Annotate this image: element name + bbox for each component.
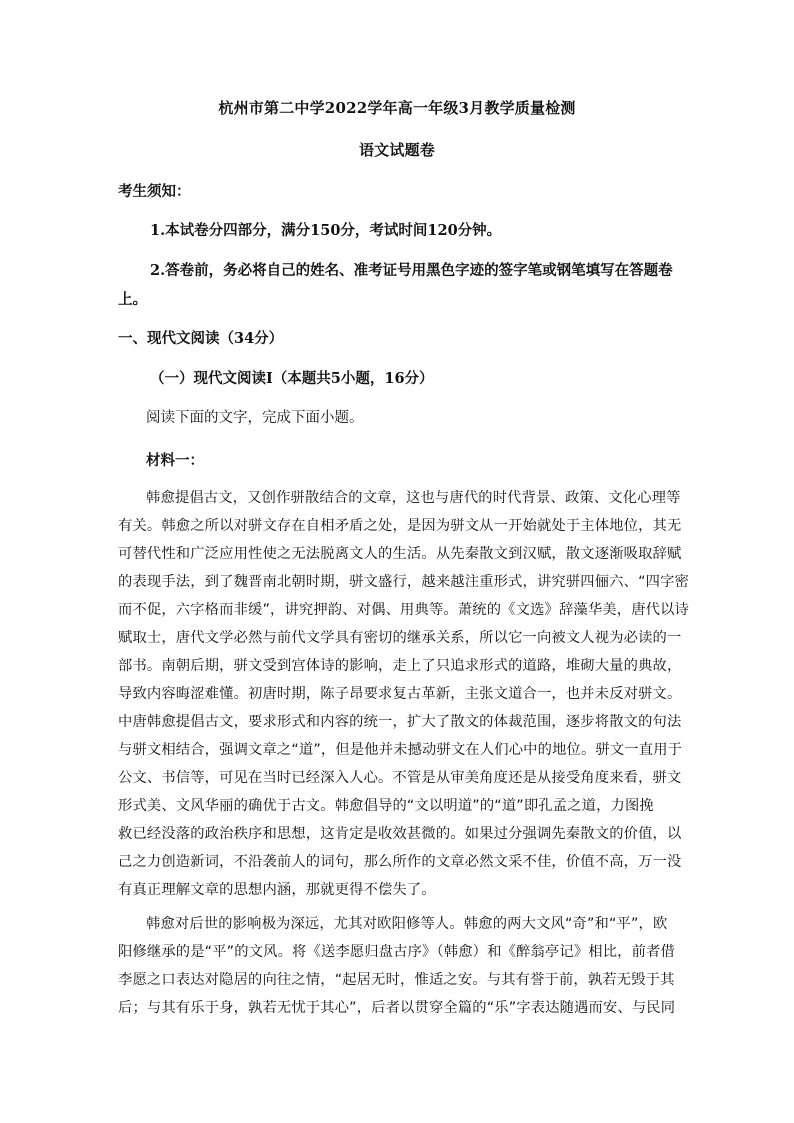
- paragraph-line: 救已经没落的政治秩序和思想，这肯定是收效甚微的。如果过分强调先秦散文的价值，以: [118, 826, 682, 842]
- paragraph-line: 韩愈对后世的影响极为深远，尤其对欧阳修等人。韩愈的两大文风“奇”和“平”，欧: [146, 916, 668, 932]
- paragraph-line: 李愿之口表达对隐居的向往之情，“起居无时，惟适之安。与其有誉于前，孰若无毁于其: [118, 972, 675, 988]
- paragraph-line: 中唐韩愈提倡古文，要求形式和内容的统一，扩大了散文的体裁范围，逐步将散文的句法: [118, 714, 682, 730]
- paragraph-line: 有真正理解文章的思想内涵，那就更得不偿失了。: [118, 882, 436, 898]
- paragraph-line: 赋取士，唐代文学必然与前代文学具有密切的继承关系，所以它一向被文人视为必读的一: [118, 630, 682, 646]
- paragraph-line: 后；与其有乐于身，孰若无忧于其心”，后者以贯穿全篇的“乐”字表达随遇而安、与民同: [118, 1000, 676, 1016]
- paragraph-line: 公文、书信等，可见在当时已经深入人心。不管是从审美角度还是从接受角度来看，骈文: [118, 770, 682, 786]
- notice-item-2-line-1: 2.答卷前，务必将自己的姓名、准考证号用黑色字迹的签字笔或钢笔填写在答题卷: [150, 262, 673, 279]
- paragraph-line: 形式美、文风华丽的确优于古文。韩愈倡导的“文以明道”的“道”即孔孟之道，力图挽: [118, 798, 654, 814]
- paragraph-line: 导致内容晦涩难懂。初唐时期，陈子昂要求复古革新，主张文道合一，也并未反对骈文。: [118, 686, 682, 702]
- paragraph-line: 己之力创造新词，不沿袭前人的词句，那么所作的文章必然文采不佳，价值不高，万一没: [118, 854, 682, 870]
- reading-instruction: 阅读下面的文字，完成下面小题。: [146, 410, 364, 426]
- paragraph-line: 部书。南朝后期，骈文受到宫体诗的影响，走上了只追求形式的道路，堆砌大量的典故，: [118, 658, 682, 674]
- paragraph-line: 而不促，六字格而非缓”，讲究押韵、对偶、用典等。萧统的《文选》辞藻华美，唐代以诗: [118, 602, 689, 618]
- paragraph-line: 韩愈提倡古文，又创作骈散结合的文章，这也与唐代的时代背景、政策、文化心理等: [146, 490, 681, 506]
- exam-title: 杭州市第二中学2022学年高一年级3月教学质量检测: [218, 99, 576, 117]
- notice-heading: 考生须知：: [118, 183, 191, 200]
- paragraph-line: 有关。韩愈之所以对骈文存在自相矛盾之处，是因为骈文从一开始就处于主体地位，其无: [118, 518, 682, 534]
- paragraph-line: 可替代性和广泛应用性使之无法脱离文人的生活。从先秦散文到汉赋，散文逐渐吸取辞赋: [118, 546, 682, 562]
- notice-item-1: 1.本试卷分四部分，满分150分，考试时间120分钟。: [150, 222, 502, 239]
- paragraph-line: 与骈文相结合，强调文章之“道”，但是他并未撼动骈文在人们心中的地位。骈文一直用于: [118, 742, 683, 758]
- subsection-heading: （一）现代文阅读Ⅰ（本题共5小题，16分）: [150, 370, 434, 387]
- paragraph-line: 阳修继承的是“平”的文风。将《送李愿归盘古序》（韩愈）和《醉翁亭记》相比，前者借: [118, 944, 675, 960]
- material-label: 材料一：: [146, 452, 204, 469]
- section-heading: 一、现代文阅读（34分）: [118, 330, 284, 347]
- notice-item-2-line-2: 上。: [118, 291, 147, 308]
- paragraph-line: 的表现手法，到了魏晋南北朝时期，骈文盛行，越来越注重形式，讲究骈四俪六、“四字密: [118, 574, 689, 590]
- exam-subtitle: 语文试题卷: [358, 141, 435, 159]
